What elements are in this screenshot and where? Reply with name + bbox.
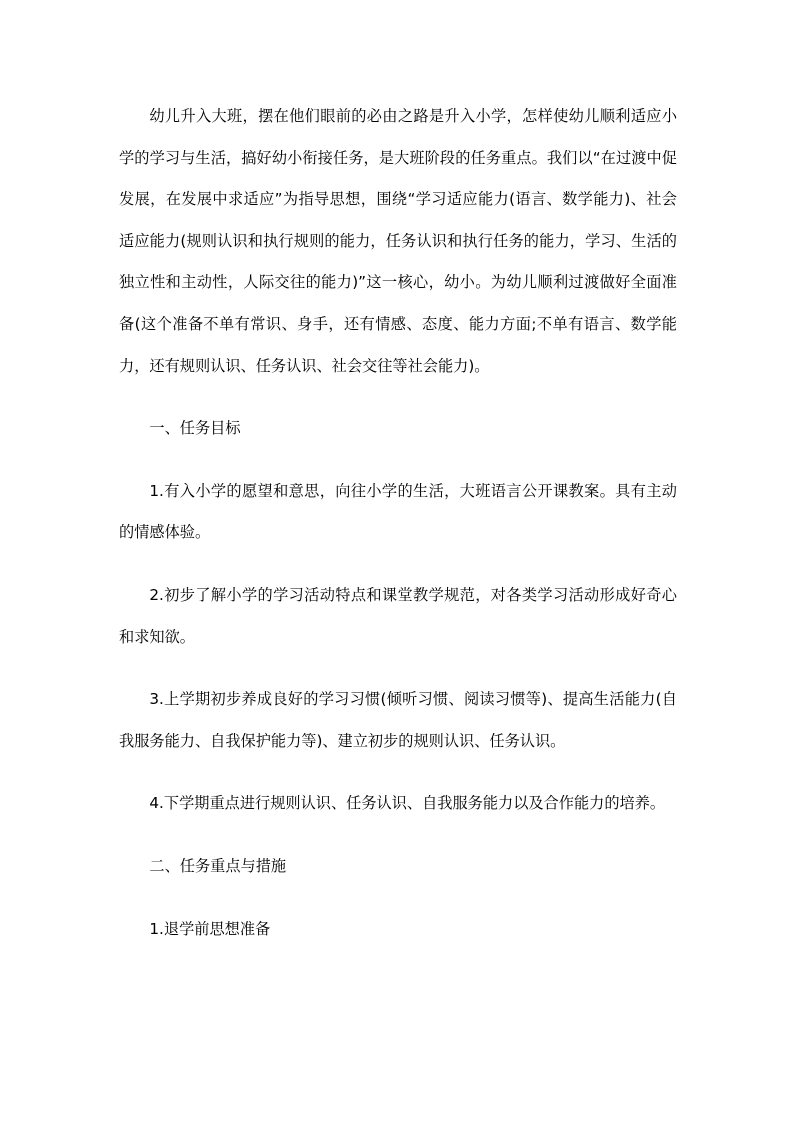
document-body [119, 96, 677, 950]
goal-item-3: 3.上学期初步养成良好的学习习惯(倾听习惯、阅读习惯等)、提高生活能力(自我服务能力、自我保护能力等)、建立初步的规则认识、任务认识。 [119, 690, 677, 750]
goal-item-2: 2.初步了解小学的学习活动特点和课堂教学规范，对各类学习活动形成好奇心和求知欲。 [119, 585, 677, 646]
intro-paragraph: 幼儿升入大班，摆在他们眼前的必由之路是升入小学，怎样使幼儿顺利适应小学的学习与生活，搞好幼小衔接任务，是大班阶段的任务重点。我们以“在过渡中促发展，在发展中求适应”为指导思想，围绕“学习适应能力(语言、数学能力)、社会适应能力(规则认识和执行规则的能力，任务认识和执行任务的能力，学习、生活的独立性和主动性，人际交往的能力)”这一核心，幼小。为幼儿顺利过渡做好全面准备(这个准备不单有常识、身手，还有情感、态度、能力方面;不单有语言、数学能力，还有规则认识、任务认识、社会交往等社会能力)。 [119, 107, 677, 375]
goal-item-1: 1.有入小学的愿望和意思，向往小学的生活，大班语言公开课教案。具有主动的情感体验。 [119, 481, 677, 542]
section-heading-measures: 二、任务重点与措施 [149, 856, 287, 875]
section-heading-goals: 一、任务目标 [149, 419, 241, 438]
measure-item-1: 1.退学前思想准备 [149, 919, 271, 938]
goal-item-4: 4.下学期重点进行规则认识、任务认识、自我服务能力以及合作能力的培养。 [149, 794, 666, 813]
